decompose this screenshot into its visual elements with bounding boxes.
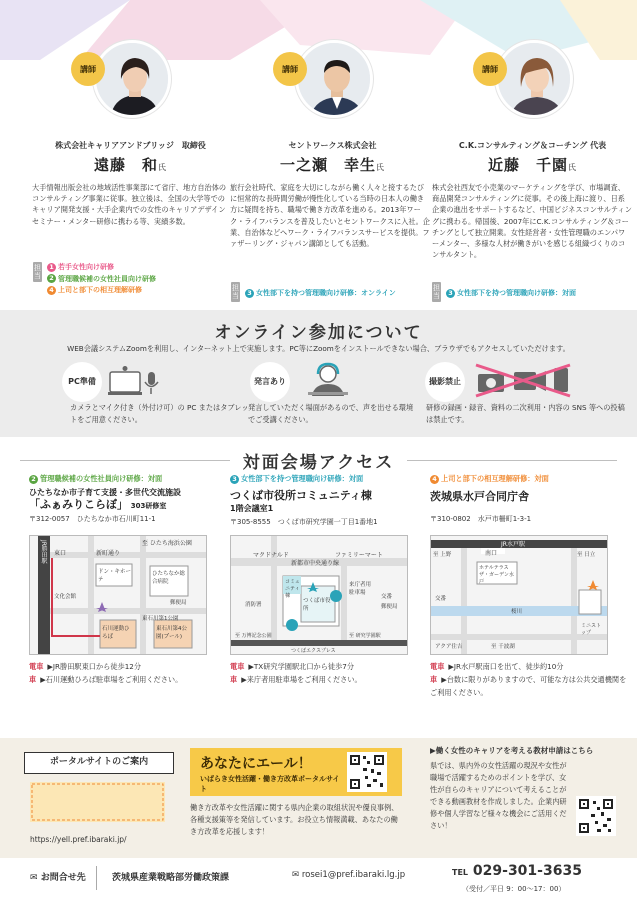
- venue-map-1: [29, 535, 207, 655]
- contact-email[interactable]: ✉ rosei1@pref.ibaraki.lg.jp: [292, 870, 406, 880]
- map-label: 至 万博記念公園: [235, 633, 272, 639]
- map-label: 至 千波湖: [491, 644, 515, 650]
- map-label: つくばエクスプレス: [291, 648, 336, 654]
- footer: [0, 858, 637, 901]
- speaker-org: セントワークス株式会社: [288, 141, 377, 150]
- map-label: 石川運動ひろば: [102, 626, 130, 640]
- speaker-portrait-image: [498, 43, 573, 118]
- venue-2: [230, 474, 430, 527]
- venue-route-1: [29, 660, 219, 686]
- route-car: 車 ▶石川運動ひろば駐車場をご利用ください。: [29, 675, 183, 684]
- route-car: 車 ▶台数に限りがありますので、可能な方は公共交通機関をご利用ください。: [430, 675, 627, 697]
- speaker-bio: 旅行会社時代、家庭を大切にしながら働く人々と接するたびに恒常的な長時間労働が慢性化している当時の日本人の働き方に疑問を持ち、職場で働き方改革を進める。2013年ワーク・ライフバランスを普及したいとセントワークスに入社。企業、自治体などへワーク・ライフバランスサービスを提供。ファザーリング・ジャパン講師としても活動。: [230, 183, 430, 249]
- map-label: アクア住吉: [435, 644, 463, 650]
- map-label: 至 日立: [577, 552, 596, 558]
- online-title: オンライン参加について: [214, 323, 423, 343]
- venue-name: 茨城県水戸合同庁舎: [430, 490, 529, 503]
- map-label: 至 上野: [433, 552, 452, 558]
- venue-route-2: [230, 660, 420, 686]
- map-label: 新都市中央通り線: [291, 560, 340, 567]
- map-label: ファミリーマート: [335, 552, 383, 559]
- speaker-bio: 大手情報出版会社の地域活性事業部にて省庁、地方自治体のコンサルティング事業に従事。独立後は、全国の大学等でのキャリア開発支援・大手企業内での女性のキャリアデザインセミナー・メンター研修に携わる等、実績多数。: [32, 183, 227, 226]
- speaker-photo: [495, 40, 573, 118]
- contact-hours: （受付／平日 9：00～17：00）: [462, 885, 566, 893]
- access-title: 対面会場アクセス: [242, 453, 395, 473]
- map-label: 東石川第1公園: [142, 616, 179, 622]
- divider: [96, 866, 97, 890]
- charge-item: 2 管理職候補の女性社員向け研修: [47, 274, 156, 286]
- map-label: コミュニティ棟: [285, 579, 300, 599]
- venue-name-2: 「ふぁみりこらぼ」 303研修室: [29, 498, 167, 511]
- online-item-label: PC準備: [62, 362, 102, 402]
- map-label: 郵便局: [170, 600, 187, 606]
- venue-map-3: [430, 535, 608, 655]
- venue-course: 2 管理職候補の女性社員向け研修：対面: [29, 474, 229, 484]
- qr-code-icon: [576, 796, 616, 836]
- map-label: ひたちなか総合病院: [152, 571, 186, 585]
- portal-url[interactable]: https://yell.pref.ibaraki.jp/: [30, 835, 127, 844]
- speaker-bio: 株式会社西友で小売業のマーケティングを学び、市場調査、商品開発コンサルティングに従事。その後上海に渡り、日系企業の進出をサポートするなど、中国ビジネスコンサルティングに携わる。帰国後、2007年にC.K.コンサルティング＆コーチングとして独立開業。女性経営者・女性管理職のエンパワーメンター、多様な人材が働きがいを感じる組織づくりのコンサルタント。: [432, 183, 632, 260]
- map-label: 至 研究学園駅: [349, 633, 381, 639]
- material-description: 県では、県内外の女性活躍の現況や女性が職場で活躍するためのポイントを学び、女性が自らのキャリアについて考えることができる動画教材を作成しました。企業内研修や個人学習など様々な機会にご活用ください！: [430, 761, 567, 830]
- map-label: ドン・キホーテ: [98, 569, 132, 583]
- yell-subtitle: いばらき女性活躍・働き方改革ポータルサイト: [200, 775, 340, 793]
- online-section: [0, 310, 637, 437]
- venue-route-3: [430, 660, 630, 699]
- map-label-station: JR水戸駅: [501, 541, 525, 548]
- map-label: 文化会館: [54, 594, 77, 600]
- map-label-station: JR勝田駅: [40, 540, 47, 564]
- charge-item: 3 女性部下を持つ管理職向け研修：対面: [446, 288, 576, 300]
- map-label: 消防署: [245, 602, 262, 608]
- map-label: ミニストップ: [581, 623, 602, 636]
- speaker-photo: [93, 40, 171, 118]
- route-train: 電車 ▶JR勝田駅東口から徒歩12分: [29, 662, 142, 671]
- speaker-name: 一之瀬 幸生氏: [279, 156, 385, 174]
- speaker-photo: [295, 40, 373, 118]
- speaker-org: 株式会社キャリアアンドブリッジ 取締役: [55, 141, 206, 150]
- online-item-desc: 発言していただく場面があるので、声を出せる環境でご受講ください。: [248, 403, 414, 424]
- speaker-org: C.K.コンサルティング＆コーチング 代表: [458, 141, 607, 150]
- online-description: WEB会議システムZoomを利用し、インターネット上で実施します。PC等にZoomをインストールできない場合、ブラウザでもアクセスしていただけます。: [67, 344, 570, 353]
- map-label: 桜川: [511, 609, 523, 615]
- charge-item: 3 女性部下を持つ管理職向け研修：オンライン: [245, 288, 396, 300]
- map-label: つくば市役所: [303, 598, 331, 612]
- venue-address: 〒312-0057 ひたちなか市石川町11-1: [29, 515, 156, 523]
- speaker-badge: 講師: [273, 52, 307, 86]
- speaker-badge: 講師: [71, 52, 105, 86]
- charge-label: 担当: [232, 284, 239, 300]
- map-label: 交番: [435, 596, 447, 602]
- material-title: ▶働く女性のキャリアを考える教材申請はこちら: [430, 746, 594, 755]
- venue-1: [29, 474, 229, 524]
- speaker-name: 遠藤 和氏: [93, 156, 167, 174]
- map-label: 南口: [485, 550, 498, 557]
- map-label: 東口: [54, 550, 67, 557]
- speaker-badge: 講師: [473, 52, 507, 86]
- yell-description: 働き方改革や女性活躍に関する県内企業の取組状況や優良事例、各種支援策等を発信しています。お役立ち情報満載、あなたの働き方改革を応援します！: [190, 803, 399, 836]
- map-label: 至 ひたち海浜公園: [142, 540, 192, 547]
- contact-label: ✉ お問合せ先: [30, 873, 86, 883]
- qr-code-icon: [347, 752, 387, 792]
- headset-person-icon: [298, 362, 358, 400]
- charge-item: 4 上司と部下の相互理解研修: [47, 285, 156, 297]
- venue-3: [430, 474, 630, 524]
- venue-name-2: 1階会議室1: [230, 504, 274, 513]
- venue-address: 〒310-0802 水戸市柵町1-3-1: [430, 515, 532, 523]
- online-item-label: 撮影禁止: [425, 362, 465, 402]
- map-label: マクドナルド: [253, 552, 289, 559]
- contact-tel[interactable]: TEL 029-301-3635: [452, 863, 582, 879]
- route-train: 電車 ▶JR水戸駅南口を出て、徒歩約10分: [430, 662, 564, 671]
- venue-map-2: [230, 535, 408, 655]
- speaker-name: 近藤 千園氏: [487, 156, 577, 174]
- map-label: 東石川第4公園(プール): [156, 626, 187, 640]
- charge-label: 担当: [433, 284, 440, 300]
- map-label: 郵便局: [381, 604, 398, 610]
- venue-name: つくば市役所コミュニティ棟: [230, 489, 372, 502]
- venue-address: 〒305-8555 つくば市研究学園一丁目1番地1: [230, 518, 378, 526]
- venue-course: 3 女性部下を持つ管理職向け研修：対面: [230, 474, 430, 484]
- map-label: 新町通り: [96, 550, 121, 557]
- online-item-desc: 研修の録画・録音、資料の二次利用・内容の SNS 等への投稿は禁止です。: [426, 403, 625, 424]
- portal-title: ポータルサイトのご案内: [24, 752, 174, 774]
- pc-camera-icon: [108, 366, 168, 400]
- charge-label: 担当: [34, 264, 41, 280]
- speaker-portrait-image: [298, 43, 373, 118]
- charge-list-2: [245, 288, 396, 300]
- envelope-icon: ✉: [30, 873, 41, 883]
- portal-banner-image: [30, 778, 165, 824]
- venue-course: 4 上司と部下の相互理解研修：対面: [430, 474, 630, 484]
- map-label: 来庁者用駐車場: [349, 582, 372, 596]
- no-recording-icon: [474, 362, 574, 400]
- route-train: 電車 ▶TX研究学園駅北口から徒歩7分: [230, 662, 355, 671]
- charge-list-1: [47, 262, 156, 297]
- online-item-desc: カメラとマイク付き（外付け可）の PC またはタブレットをご用意ください。: [70, 403, 249, 424]
- map-label: ホテルテラスザ・ガーデン水戸: [479, 565, 514, 585]
- charge-item: 1 若手女性向け研修: [47, 262, 156, 274]
- online-item-label: 発言あり: [250, 362, 290, 402]
- speaker-portrait-image: [96, 43, 171, 118]
- route-car: 車 ▶来庁者用駐車場をご利用ください。: [230, 675, 362, 684]
- yell-title: あなたにエール！: [200, 756, 312, 772]
- venue-name: ひたちなか市子育て支援・多世代交流施設: [29, 488, 181, 497]
- contact-dept: 茨城県産業戦略部労働政策課: [112, 873, 230, 883]
- charge-list-3: [446, 288, 576, 300]
- map-label: 交番: [381, 594, 393, 600]
- mail-icon: ✉: [292, 870, 302, 880]
